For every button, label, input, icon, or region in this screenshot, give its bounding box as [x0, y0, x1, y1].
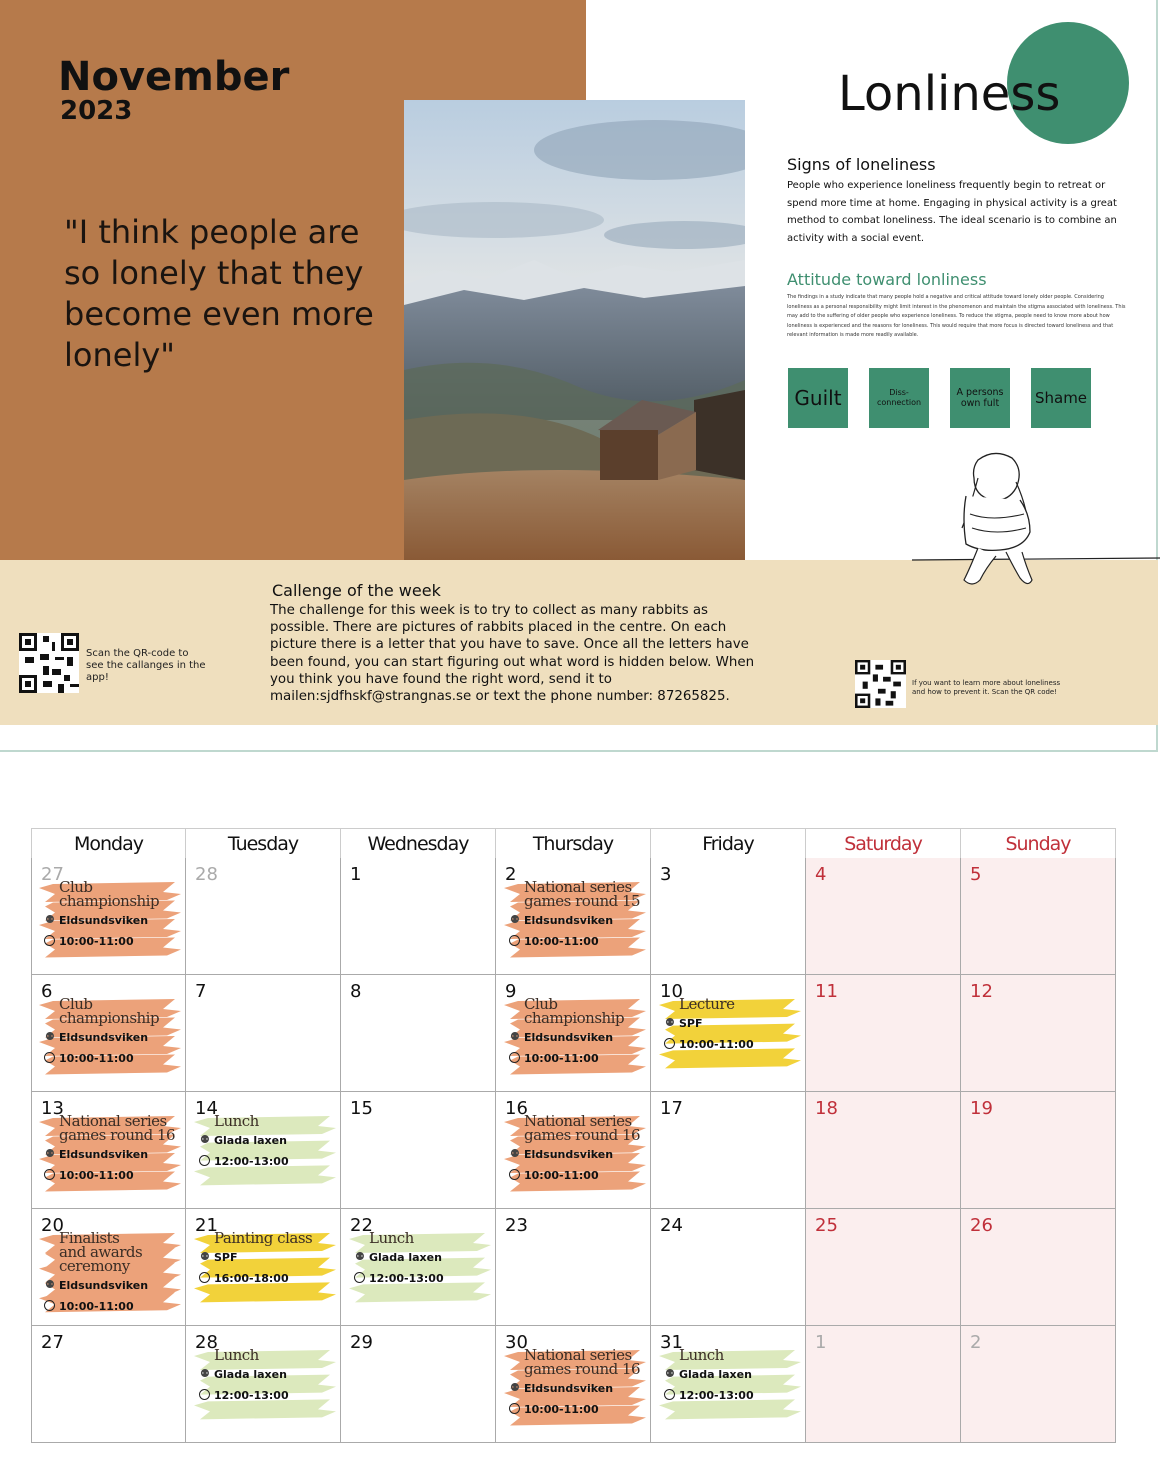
event-time: [214, 1389, 289, 1402]
event-time-text: 10:00-11:00: [59, 935, 134, 948]
day-number: 1: [350, 864, 362, 885]
day-number: 31: [660, 1332, 683, 1353]
day-number: 27: [41, 864, 64, 885]
november-calendar-grid: [31, 828, 1116, 1440]
event-location-text: Glada laxen: [214, 1134, 287, 1147]
brush-stroke: [659, 1048, 801, 1068]
event-time: [214, 1272, 289, 1285]
day-cell[interactable]: [341, 1326, 496, 1443]
event-time-text: 10:00-11:00: [59, 1052, 134, 1065]
event-time: [679, 1389, 754, 1402]
day-cell[interactable]: [186, 858, 341, 975]
location-pin-icon: ⚉: [45, 1030, 55, 1043]
day-number: 6: [41, 981, 53, 1002]
day-number: 29: [350, 1332, 373, 1353]
event-time-text: 10:00-11:00: [524, 935, 599, 948]
event-time-text: 10:00-11:00: [59, 1300, 134, 1313]
day-header-wednesday: Wednesday: [341, 828, 496, 858]
event-title: Club championship: [59, 995, 160, 1027]
qr-left-caption: Scan the QR-code to see the callanges in the app!: [86, 648, 206, 683]
challenge-text: The challenge for this week is to try to collect as many rabbits as possible. There are pictures of rabbits placed in the centre. On each picture there is a letter that you have to save. Once all the letters have been found, you can start figuring out what word is hidden below. When you think you have found the right word, send it to mailen:sjdfhskf@strangnas.se or text the phone number: 87265825.: [270, 603, 755, 705]
location-pin-icon: ⚉: [45, 913, 55, 926]
event-time-text: 12:00-13:00: [214, 1155, 289, 1168]
clock-icon: [199, 1389, 210, 1400]
event-time-text: 10:00-11:00: [524, 1403, 599, 1416]
event-location: [665, 1367, 752, 1381]
event-title: Painting class: [214, 1229, 313, 1247]
day-number: 30: [505, 1332, 528, 1353]
day-number: 17: [660, 1098, 683, 1119]
day-header-monday: Monday: [31, 828, 186, 858]
clock-icon: [509, 1169, 520, 1180]
event-time: [369, 1272, 444, 1285]
location-pin-icon: ⚉: [355, 1250, 365, 1263]
event-time: [59, 935, 134, 948]
day-cell[interactable]: [651, 1209, 806, 1326]
event-location: [510, 1147, 614, 1161]
location-pin-icon: ⚉: [510, 1381, 520, 1394]
event-location: [45, 913, 149, 927]
calendar-event[interactable]: [190, 1344, 332, 1434]
day-number: 15: [350, 1098, 373, 1119]
day-cell[interactable]: [341, 858, 496, 975]
brush-stroke: [194, 1399, 336, 1419]
learn-more-qr-code[interactable]: [855, 660, 906, 708]
clock-icon: [664, 1038, 675, 1049]
sitting-person-illustration: [912, 448, 1160, 598]
calendar-event[interactable]: [500, 1344, 642, 1434]
year-title: 2023: [60, 96, 133, 126]
challenge-qr-code[interactable]: [19, 633, 79, 693]
event-location: [45, 1147, 149, 1161]
event-time-text: 10:00-11:00: [679, 1038, 754, 1051]
event-location: [45, 1030, 149, 1044]
day-cell[interactable]: [806, 1209, 961, 1326]
event-time-text: 12:00-13:00: [369, 1272, 444, 1285]
location-pin-icon: ⚉: [45, 1278, 55, 1291]
disconnection-box: Diss- connection: [869, 368, 929, 428]
day-number: 8: [350, 981, 362, 1002]
event-location-text: Glada laxen: [369, 1251, 442, 1264]
day-number: 16: [505, 1098, 528, 1119]
location-pin-icon: ⚉: [665, 1016, 675, 1029]
event-location: [510, 1381, 614, 1395]
location-pin-icon: ⚉: [510, 1030, 520, 1043]
event-time: [524, 1169, 599, 1182]
day-number: 28: [195, 1332, 218, 1353]
clock-icon: [199, 1272, 210, 1283]
calendar-event[interactable]: [345, 1227, 487, 1317]
day-number: 9: [505, 981, 517, 1002]
event-location-text: SPF: [679, 1017, 703, 1030]
event-time: [679, 1038, 754, 1051]
day-cell[interactable]: [961, 858, 1116, 975]
event-location: [200, 1367, 287, 1381]
day-header-saturday: Saturday: [806, 828, 961, 858]
event-location-text: Eldsundsviken: [524, 914, 614, 927]
calendar-event[interactable]: [500, 1110, 642, 1200]
event-location: [510, 913, 614, 927]
event-time: [59, 1169, 134, 1182]
clock-icon: [44, 1169, 55, 1180]
attitude-text: The findings in a study indicate that many people hold a negative and critical attitude toward lonely older people. Considering loneliness as a personal responsibility might limit interest in the phenomenon and maintain the stigma associated with loneliness. This may add to the suffering of older people who experience loneliness. To reduce the stigma, people need to know more about how loneliness is experienced and the reasons for loneliness. This would require that more focus is directed toward loneliness and that relevant information is made more readily available.: [787, 294, 1126, 339]
event-title: Lunch: [214, 1346, 259, 1364]
brush-stroke: [659, 1399, 801, 1419]
event-location-text: Glada laxen: [679, 1368, 752, 1381]
day-cell[interactable]: [961, 975, 1116, 1092]
event-time: [524, 935, 599, 948]
day-cell[interactable]: [31, 1326, 186, 1443]
day-cell[interactable]: [341, 975, 496, 1092]
attitude-heading: Attitude toward lonliness: [787, 270, 987, 289]
event-location: [45, 1278, 149, 1292]
event-location: [355, 1250, 442, 1264]
signs-text: People who experience loneliness frequently begin to retreat or spend more time at home. Engaging in physical activity is a great method to combat loneliness. The ideal scenario is to combine an activity with a social event.: [787, 180, 1117, 244]
event-title: Lecture: [679, 995, 735, 1013]
calendar-event[interactable]: [35, 993, 177, 1083]
challenge-title: Callenge of the week: [272, 581, 441, 600]
qr-right-caption: If you want to learn more about loneliness and how to prevent it. Scan the QR code!: [912, 679, 1061, 696]
location-pin-icon: ⚉: [45, 1147, 55, 1160]
location-pin-icon: ⚉: [200, 1133, 210, 1146]
mountain-cabin-photo: [404, 100, 745, 560]
event-location-text: Eldsundsviken: [59, 1279, 149, 1292]
event-time-text: 10:00-11:00: [524, 1169, 599, 1182]
day-number: 11: [815, 981, 838, 1002]
day-cell[interactable]: [806, 1092, 961, 1209]
event-location-text: Eldsundsviken: [59, 1031, 149, 1044]
event-location-text: Eldsundsviken: [524, 1031, 614, 1044]
day-number: 3: [660, 864, 672, 885]
event-title: National series games round 16: [524, 1346, 641, 1378]
day-cell[interactable]: [341, 1092, 496, 1209]
clock-icon: [44, 1052, 55, 1063]
day-number: 14: [195, 1098, 218, 1119]
calendar-event[interactable]: [500, 876, 642, 966]
event-title: Club championship: [524, 995, 625, 1027]
day-number: 26: [970, 1215, 993, 1236]
event-location: [510, 1030, 614, 1044]
clock-icon: [44, 935, 55, 946]
location-pin-icon: ⚉: [510, 913, 520, 926]
day-number: 2: [970, 1332, 982, 1353]
day-cell[interactable]: [186, 975, 341, 1092]
signs-heading: Signs of loneliness: [787, 155, 936, 174]
day-number: 1: [815, 1332, 827, 1353]
location-pin-icon: ⚉: [200, 1250, 210, 1263]
event-title: Club championship: [59, 878, 160, 910]
calendar-event[interactable]: [655, 993, 797, 1083]
calendar-event[interactable]: [500, 993, 642, 1083]
day-header-sunday: Sunday: [961, 828, 1116, 858]
event-time: [524, 1052, 599, 1065]
guilt-box: Guilt: [788, 368, 848, 428]
event-location: [665, 1016, 703, 1030]
day-number: 5: [970, 864, 982, 885]
day-number: 22: [350, 1215, 373, 1236]
clock-icon: [509, 935, 520, 946]
day-number: 12: [970, 981, 993, 1002]
clock-icon: [509, 1052, 520, 1063]
day-number: 28: [195, 864, 218, 885]
event-title: Lunch: [214, 1112, 259, 1130]
event-location-text: Eldsundsviken: [59, 914, 149, 927]
event-location: [200, 1250, 238, 1264]
event-title: National series games round 16: [524, 1112, 641, 1144]
day-cell[interactable]: [651, 858, 806, 975]
own-fault-box: A persons own fult: [950, 368, 1010, 428]
event-time-text: 10:00-11:00: [524, 1052, 599, 1065]
event-title: National series games round 15: [524, 878, 641, 910]
event-time-text: 12:00-13:00: [679, 1389, 754, 1402]
day-number: 25: [815, 1215, 838, 1236]
day-header-thursday: Thursday: [496, 828, 651, 858]
day-header-tuesday: Tuesday: [186, 828, 341, 858]
event-title: National series games round 16: [59, 1112, 176, 1144]
event-title: Finalists and awards ceremony: [59, 1229, 143, 1275]
brush-stroke: [194, 1165, 336, 1185]
event-time-text: 12:00-13:00: [214, 1389, 289, 1402]
shame-box: Shame: [1031, 368, 1091, 428]
day-number: 18: [815, 1098, 838, 1119]
event-time: [524, 1403, 599, 1416]
location-pin-icon: ⚉: [665, 1367, 675, 1380]
event-location-text: Eldsundsviken: [524, 1382, 614, 1395]
location-pin-icon: ⚉: [510, 1147, 520, 1160]
event-time: [214, 1155, 289, 1168]
calendar-event[interactable]: [35, 876, 177, 966]
day-cell[interactable]: [961, 1209, 1116, 1326]
day-number: 23: [505, 1215, 528, 1236]
event-title: Lunch: [679, 1346, 724, 1364]
brush-stroke: [194, 1282, 336, 1302]
clock-icon: [44, 1300, 55, 1311]
event-location: [200, 1133, 287, 1147]
lonliness-title: Lonliness: [838, 66, 1061, 122]
day-number: 10: [660, 981, 683, 1002]
calendar-event[interactable]: [190, 1227, 332, 1317]
day-number: 21: [195, 1215, 218, 1236]
event-location-text: SPF: [214, 1251, 238, 1264]
day-cell[interactable]: [961, 1092, 1116, 1209]
event-time-text: 16:00-18:00: [214, 1272, 289, 1285]
calendar-event[interactable]: [35, 1110, 177, 1200]
day-number: 20: [41, 1215, 64, 1236]
clock-icon: [664, 1389, 675, 1400]
event-time-text: 10:00-11:00: [59, 1169, 134, 1182]
day-cell[interactable]: [806, 1326, 961, 1443]
day-number: 4: [815, 864, 827, 885]
day-cell[interactable]: [651, 1092, 806, 1209]
day-cell[interactable]: [806, 858, 961, 975]
day-cell[interactable]: [806, 975, 961, 1092]
location-pin-icon: ⚉: [200, 1367, 210, 1380]
clock-icon: [354, 1272, 365, 1283]
quote-text: "I think people are so lonely that they become even more lonely": [64, 213, 374, 374]
event-location-text: Eldsundsviken: [59, 1148, 149, 1161]
day-number: 19: [970, 1098, 993, 1119]
calendar-event[interactable]: [190, 1110, 332, 1200]
day-cell[interactable]: [496, 1209, 651, 1326]
day-number: 27: [41, 1332, 64, 1353]
day-number: 24: [660, 1215, 683, 1236]
clock-icon: [199, 1155, 210, 1166]
event-time: [59, 1300, 134, 1313]
day-cell[interactable]: [961, 1326, 1116, 1443]
event-location-text: Glada laxen: [214, 1368, 287, 1381]
calendar-event[interactable]: [655, 1344, 797, 1434]
calendar-event[interactable]: [35, 1227, 177, 1317]
event-location-text: Eldsundsviken: [524, 1148, 614, 1161]
brush-stroke: [349, 1282, 491, 1302]
day-number: 2: [505, 864, 517, 885]
month-title: November: [58, 54, 290, 100]
event-title: Lunch: [369, 1229, 414, 1247]
event-time: [59, 1052, 134, 1065]
day-number: 7: [195, 981, 207, 1002]
clock-icon: [509, 1403, 520, 1414]
day-header-friday: Friday: [651, 828, 806, 858]
day-number: 13: [41, 1098, 64, 1119]
